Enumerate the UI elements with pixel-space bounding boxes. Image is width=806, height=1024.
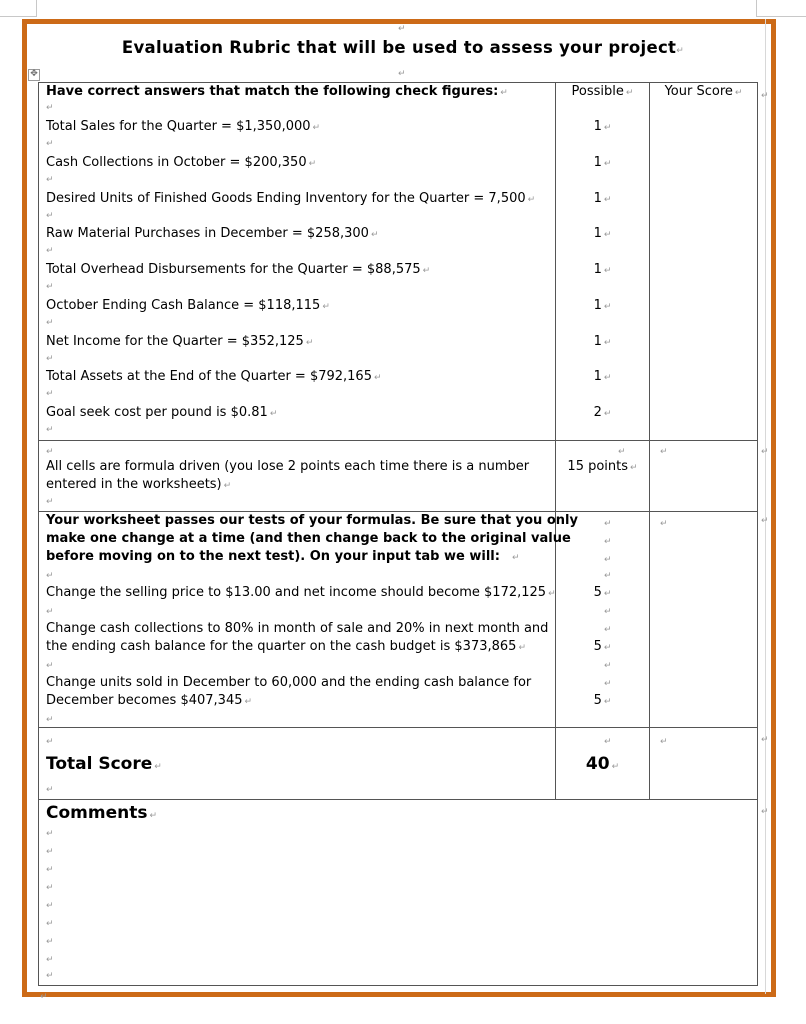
total-score-label: Total Score ↵	[46, 754, 162, 774]
paragraph-mark	[46, 786, 54, 795]
paragraph-mark	[46, 212, 54, 221]
tests-intro-text: make one change at a time (and then change back to the original value	[46, 531, 571, 546]
page-border-shadow	[765, 19, 766, 994]
check-figure-points: 1 ↵	[593, 262, 612, 277]
paragraph-mark	[46, 848, 54, 857]
paragraph-mark: ↵	[676, 46, 685, 56]
paragraph-mark	[46, 972, 54, 981]
page-corner-mark	[36, 0, 37, 16]
row-end-mark	[761, 517, 769, 526]
check-figure-text: Total Overhead Disbursements for the Quarter = $88,575 ↵	[46, 262, 431, 277]
formula-test-points: 5 ↵	[593, 639, 612, 654]
paragraph-mark	[604, 626, 612, 635]
paragraph-mark	[46, 498, 54, 507]
check-figure-points: 1 ↵	[593, 226, 612, 241]
check-figure-text: October Ending Cash Balance = $118,115 ↵	[46, 298, 330, 313]
total-score-value: 40 ↵	[585, 754, 620, 774]
formula-test-text: Change the selling price to $13.00 and net income should become $172,125 ↵	[46, 585, 556, 600]
paragraph-mark	[604, 538, 612, 547]
page-title-text: Evaluation Rubric that will be used to assess your project	[121, 38, 677, 57]
comments-label: Comments ↵	[46, 803, 158, 823]
check-figure-points: 1 ↵	[593, 191, 612, 206]
paragraph-mark	[46, 572, 54, 581]
paragraph-mark	[398, 70, 406, 79]
paragraph-mark	[46, 176, 54, 185]
check-figure-points: 1 ↵	[593, 334, 612, 349]
paragraph-mark	[46, 247, 54, 256]
formula-points: 15 points ↵	[567, 459, 638, 474]
check-figure-points: 1 ↵	[593, 369, 612, 384]
check-figures-header: Have correct answers that match the following check figures: ↵	[46, 84, 508, 99]
check-figure-text: Total Sales for the Quarter = $1,350,000 ↵	[46, 119, 321, 134]
check-figure-text: Cash Collections in October = $200,350 ↵	[46, 155, 317, 170]
paragraph-mark	[46, 426, 54, 435]
paragraph-mark	[46, 884, 54, 893]
paragraph-mark	[604, 662, 612, 671]
check-figure-text: Net Income for the Quarter = $352,125 ↵	[46, 334, 314, 349]
paragraph-mark	[398, 25, 406, 34]
paragraph-mark	[604, 572, 612, 581]
paragraph-mark	[46, 938, 54, 947]
paragraph-mark	[46, 662, 54, 671]
paragraph-mark	[46, 902, 54, 911]
paragraph-mark	[46, 355, 54, 364]
check-figure-text: Raw Material Purchases in December = $258,300 ↵	[46, 226, 379, 241]
paragraph-mark	[604, 680, 612, 689]
row-end-mark	[761, 736, 769, 745]
page-corner-mark	[0, 16, 37, 17]
paragraph-mark	[604, 520, 612, 529]
formula-test-points: 5 ↵	[593, 585, 612, 600]
row-divider	[38, 727, 758, 728]
paragraph-mark	[46, 283, 54, 292]
paragraph-mark	[604, 608, 612, 617]
paragraph-mark	[660, 738, 668, 747]
paragraph-mark	[40, 993, 48, 1002]
page-corner-mark	[756, 0, 757, 16]
paragraph-mark	[618, 448, 626, 457]
tests-intro-text: before moving on to the next test). On your input tab we will: ↵	[46, 549, 520, 564]
check-figure-text: Total Assets at the End of the Quarter = $792,165 ↵	[46, 369, 382, 384]
possible-header: Possible ↵	[571, 84, 634, 99]
formula-test-points: 5 ↵	[593, 693, 612, 708]
table-border-left	[38, 82, 39, 986]
formula-test-text: Change units sold in December to 60,000 and the ending cash balance for	[46, 675, 532, 690]
formula-test-text: the ending cash balance for the quarter on the cash budget is $373,865 ↵	[46, 639, 526, 654]
paragraph-mark	[46, 830, 54, 839]
paragraph-mark	[46, 319, 54, 328]
paragraph-mark	[46, 866, 54, 875]
tests-intro-text: Your worksheet passes our tests of your formulas. Be sure that you only	[46, 513, 578, 528]
paragraph-mark	[46, 448, 54, 457]
paragraph-mark	[46, 920, 54, 929]
formula-requirement-text: entered in the worksheets) ↵	[46, 477, 232, 492]
paragraph-mark	[660, 520, 668, 529]
table-border-bottom	[38, 985, 758, 986]
check-figure-points: 1 ↵	[593, 119, 612, 134]
table-border-right	[757, 82, 758, 986]
paragraph-mark	[660, 448, 668, 457]
formula-test-text: Change cash collections to 80% in month of sale and 20% in next month and	[46, 621, 549, 636]
paragraph-mark	[46, 140, 54, 149]
row-divider	[38, 440, 758, 441]
table-move-handle-icon[interactable]: ✥	[28, 69, 40, 81]
your-score-header: Your Score ↵	[664, 84, 743, 99]
check-figure-points: 1 ↵	[593, 298, 612, 313]
paragraph-mark	[46, 608, 54, 617]
row-divider	[38, 799, 758, 800]
paragraph-mark	[46, 738, 54, 747]
page-title	[0, 38, 806, 57]
page-corner-mark	[756, 16, 806, 17]
check-figure-points: 2 ↵	[593, 405, 612, 420]
row-end-mark	[761, 92, 769, 101]
rubric-table	[38, 82, 758, 986]
paragraph-mark	[46, 716, 54, 725]
paragraph-mark	[46, 104, 54, 113]
paragraph-mark	[604, 738, 612, 747]
row-end-mark	[761, 808, 769, 817]
paragraph-mark	[46, 390, 54, 399]
check-figure-text: Goal seek cost per pound is $0.81 ↵	[46, 405, 278, 420]
check-figure-text: Desired Units of Finished Goods Ending Inventory for the Quarter = 7,500 ↵	[46, 191, 536, 206]
formula-test-text: December becomes $407,345 ↵	[46, 693, 253, 708]
paragraph-mark	[604, 556, 612, 565]
paragraph-mark	[46, 956, 54, 965]
formula-requirement-text: All cells are formula driven (you lose 2 points each time there is a number	[46, 459, 530, 474]
check-figure-points: 1 ↵	[593, 155, 612, 170]
row-end-mark	[761, 448, 769, 457]
